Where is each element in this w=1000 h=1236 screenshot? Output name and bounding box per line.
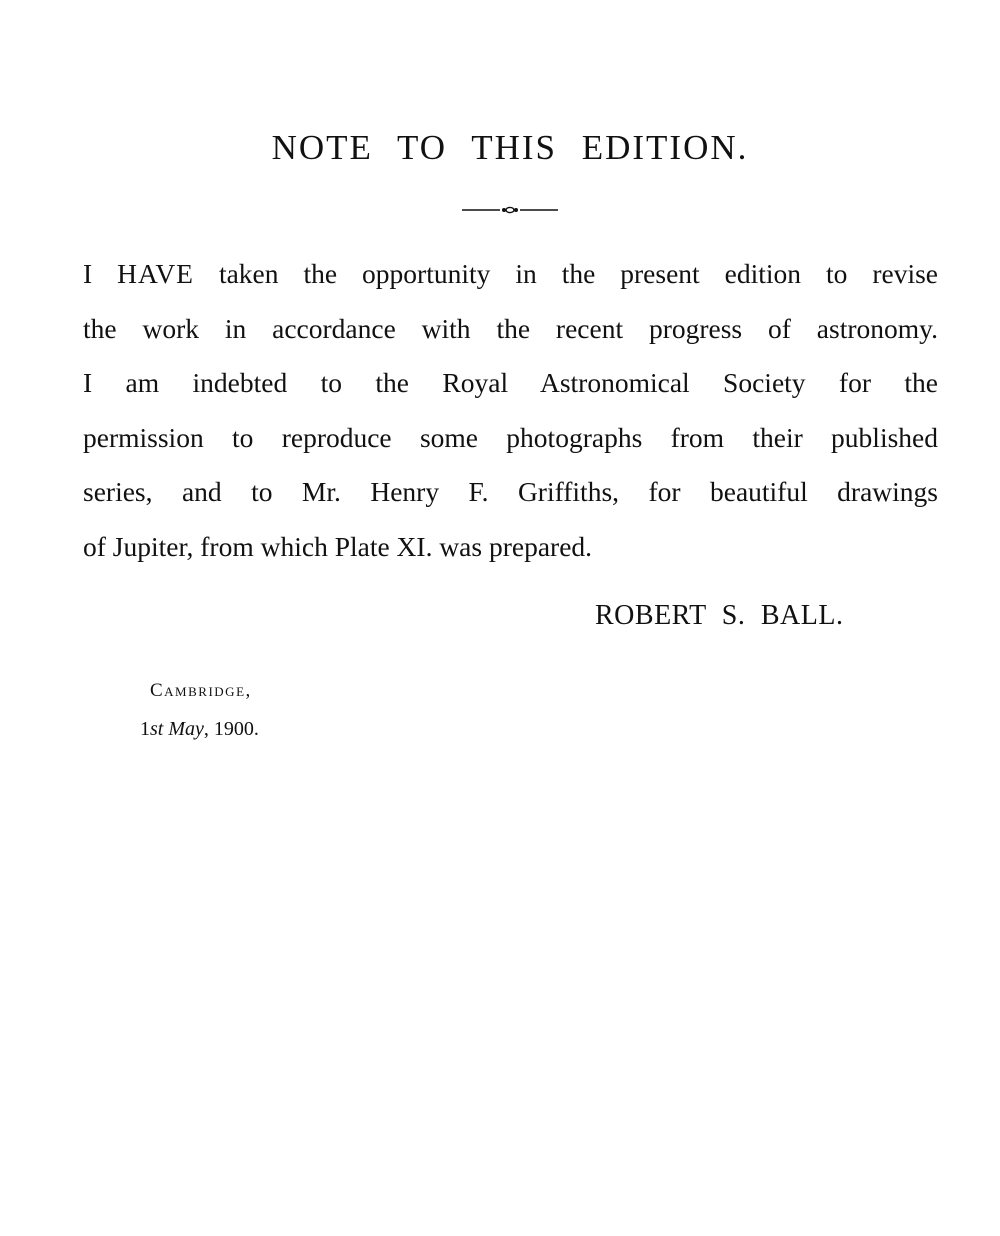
page-title: NOTE TO THIS EDITION. — [271, 128, 749, 167]
author-signature: ROBERT S. BALL. — [595, 600, 844, 631]
date-day-suffix: st — [150, 718, 164, 740]
paragraph-line — [83, 247, 938, 302]
paragraph-line: the work in accordance with the recent progress of astronomy. — [83, 312, 938, 344]
date-line — [140, 718, 259, 741]
paragraph-line: of Jupiter, from which Plate XI. was prepared. — [83, 530, 593, 562]
place-line: Cambridge, — [150, 680, 252, 701]
ornament-divider — [462, 202, 558, 218]
paragraph-line: permission to reproduce some photographs from their published — [83, 421, 938, 453]
lead-smallcaps: HAVE — [117, 258, 194, 289]
lead-word: I — [83, 258, 93, 289]
note-paragraph — [83, 247, 938, 574]
line-1-text: taken the opportunity in the present edition to revise — [218, 258, 938, 289]
paragraph-line: I am indebted to the Royal Astronomical Society for the — [83, 367, 938, 398]
date-month: May — [168, 718, 204, 740]
paragraph-line: series, and to Mr. Henry F. Griffiths, for beautiful drawings — [83, 476, 938, 507]
date-day: 1 — [140, 718, 150, 740]
date-year: , 1900. — [203, 718, 259, 740]
